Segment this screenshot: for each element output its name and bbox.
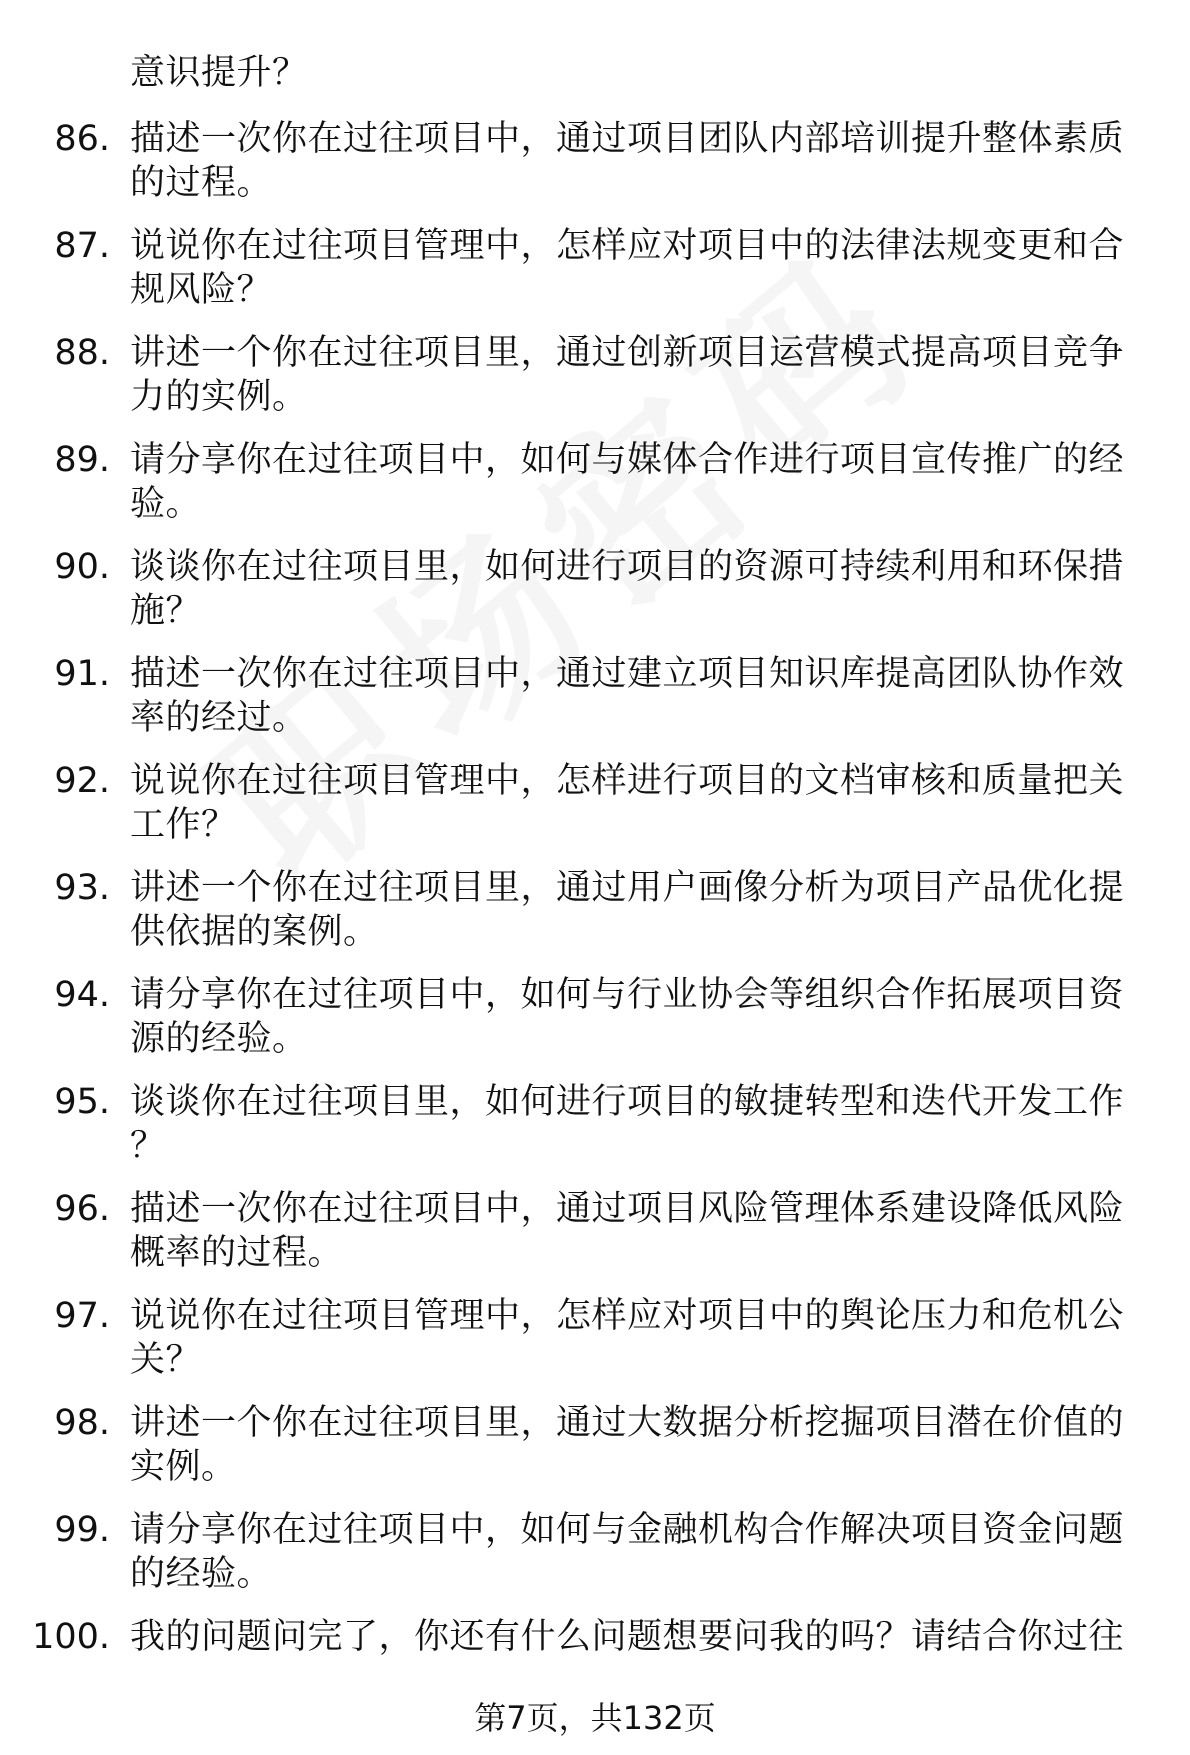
item-number: 93.	[54, 868, 110, 908]
item-text-line: 的经验。	[130, 1554, 273, 1594]
item-text-line: 验。	[130, 484, 202, 524]
item-number: 92.	[54, 761, 110, 801]
item-text-line: 描述一次你在过往项目中，通过建立项目知识库提高团队协作效	[130, 654, 1125, 694]
item-text-line: 概率的过程。	[130, 1233, 344, 1273]
watermark	[150, 90, 1076, 929]
item-text-line: 率的经过。	[130, 698, 308, 738]
item-text-line: 工作？	[130, 805, 237, 845]
item-number: 100.	[32, 1617, 110, 1657]
item-text-line: 源的经验。	[130, 1019, 308, 1059]
item-text-line: ？	[130, 1126, 166, 1166]
item-number: 94.	[54, 975, 110, 1015]
item-number: 99.	[54, 1510, 110, 1550]
item-text-line: 请分享你在过往项目中，如何与行业协会等组织合作拓展项目资	[130, 975, 1125, 1015]
item-number: 97.	[54, 1296, 110, 1336]
item-text-line: 说说你在过往项目管理中，怎样应对项目中的法律法规变更和合	[130, 226, 1125, 266]
continuation-text: 意识提升？	[130, 53, 308, 93]
item-number: 86.	[54, 119, 110, 159]
item-text-line: 谈谈你在过往项目里，如何进行项目的资源可持续利用和环保措	[130, 547, 1125, 587]
item-text-line: 说说你在过往项目管理中，怎样应对项目中的舆论压力和危机公	[130, 1296, 1125, 1336]
item-number: 88.	[54, 333, 110, 373]
item-text-line: 请分享你在过往项目中，如何与金融机构合作解决项目资金问题	[130, 1510, 1125, 1550]
item-number: 87.	[54, 226, 110, 266]
item-number: 91.	[54, 654, 110, 694]
item-text-line: 讲述一个你在过往项目里，通过创新项目运营模式提高项目竞争	[130, 333, 1125, 373]
item-text-line: 描述一次你在过往项目中，通过项目团队内部培训提升整体素质	[130, 119, 1125, 159]
item-text-line: 讲述一个你在过往项目里，通过大数据分析挖掘项目潜在价值的	[130, 1403, 1125, 1443]
item-text-line: 关？	[130, 1340, 202, 1380]
item-text-line: 的过程。	[130, 163, 273, 203]
item-number: 89.	[54, 440, 110, 480]
item-text-line: 实例。	[130, 1447, 237, 1487]
page-footer: 第7页，共132页	[474, 1699, 716, 1737]
item-number: 90.	[54, 547, 110, 587]
item-text-line: 供依据的案例。	[130, 912, 379, 952]
item-text-line: 描述一次你在过往项目中，通过项目风险管理体系建设降低风险	[130, 1189, 1125, 1229]
item-text-line: 力的实例。	[130, 377, 308, 417]
item-text-line: 我的问题问完了，你还有什么问题想要问我的吗？请结合你过往	[130, 1617, 1125, 1657]
item-text-line: 规风险？	[130, 270, 273, 310]
item-text-line: 说说你在过往项目管理中，怎样进行项目的文档审核和质量把关	[130, 761, 1125, 801]
item-text-line: 谈谈你在过往项目里，如何进行项目的敏捷转型和迭代开发工作	[130, 1082, 1125, 1122]
item-number: 95.	[54, 1082, 110, 1122]
item-text-line: 请分享你在过往项目中，如何与媒体合作进行项目宣传推广的经	[130, 440, 1125, 480]
item-number: 98.	[54, 1403, 110, 1443]
item-text-line: 施？	[130, 591, 202, 631]
item-number: 96.	[54, 1189, 110, 1229]
item-text-line: 讲述一个你在过往项目里，通过用户画像分析为项目产品优化提	[130, 868, 1125, 908]
